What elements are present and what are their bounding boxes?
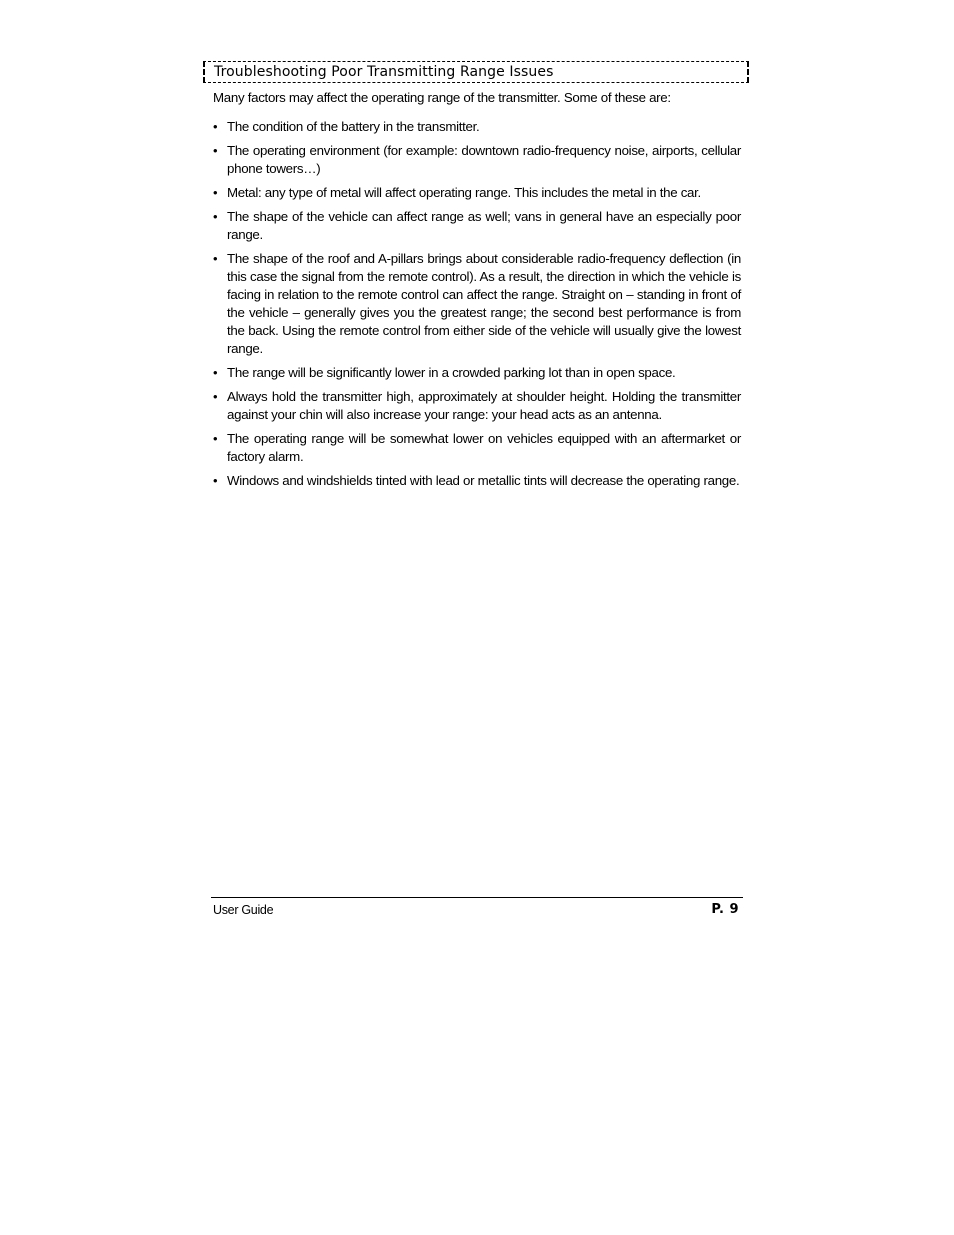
list-item bbox=[213, 472, 741, 490]
list-item-text: The operating environment (for example: downtown radio-frequency noise, airports, cellular phone towers…) bbox=[227, 143, 741, 176]
bullet-icon: • bbox=[213, 119, 218, 134]
list-item bbox=[213, 142, 741, 178]
bullet-icon: • bbox=[213, 143, 218, 158]
footer-divider bbox=[211, 897, 743, 898]
bullet-icon: • bbox=[213, 431, 218, 446]
list-item-text: Metal: any type of metal will affect operating range. This includes the metal in the car. bbox=[227, 185, 701, 200]
list-item bbox=[213, 208, 741, 244]
bullet-icon: • bbox=[213, 473, 218, 488]
list-item bbox=[213, 388, 741, 424]
list-item-text: The range will be significantly lower in a crowded parking lot than in open space. bbox=[227, 365, 676, 380]
list-item-text: The operating range will be somewhat lower on vehicles equipped with an aftermarket or factory alarm. bbox=[227, 431, 741, 464]
list-item bbox=[213, 364, 741, 382]
bullet-icon: • bbox=[213, 251, 218, 266]
bullet-icon: • bbox=[213, 389, 218, 404]
bullet-icon: • bbox=[213, 209, 218, 224]
list-item-text: Always hold the transmitter high, approximately at shoulder height. Holding the transmitter against your chin will also increase your range: your head acts as an antenna. bbox=[227, 389, 741, 422]
intro-paragraph: Many factors may affect the operating range of the transmitter. Some of these are: bbox=[213, 90, 671, 105]
list-item-text: The shape of the vehicle can affect range as well; vans in general have an especially poor range. bbox=[227, 209, 741, 242]
bullet-icon: • bbox=[213, 185, 218, 200]
page-number: P. 9 bbox=[711, 902, 739, 917]
list-item-text: Windows and windshields tinted with lead or metallic tints will decrease the operating range. bbox=[227, 473, 740, 488]
factor-list bbox=[213, 118, 741, 496]
list-item-text: The condition of the battery in the transmitter. bbox=[227, 119, 480, 134]
list-item bbox=[213, 430, 741, 466]
list-item-text: The shape of the roof and A-pillars brings about considerable radio-frequency deflection (in this case the signal from the remote control). As a result, the direction in which the vehicle is facing in relation to the remote control can affect the range. Straight on – standing in front of the vehicle – generally gives you the greatest range; the second best performance is from the back. Using the remote control from either side of the vehicle will usually give the lowest range. bbox=[227, 251, 741, 356]
list-item bbox=[213, 118, 741, 136]
footer-guide-label: User Guide bbox=[213, 903, 274, 917]
list-item bbox=[213, 184, 741, 202]
bullet-icon: • bbox=[213, 365, 218, 380]
section-heading: Troubleshooting Poor Transmitting Range Issues bbox=[214, 64, 554, 80]
section-heading-box bbox=[203, 61, 749, 83]
list-item bbox=[213, 250, 741, 358]
